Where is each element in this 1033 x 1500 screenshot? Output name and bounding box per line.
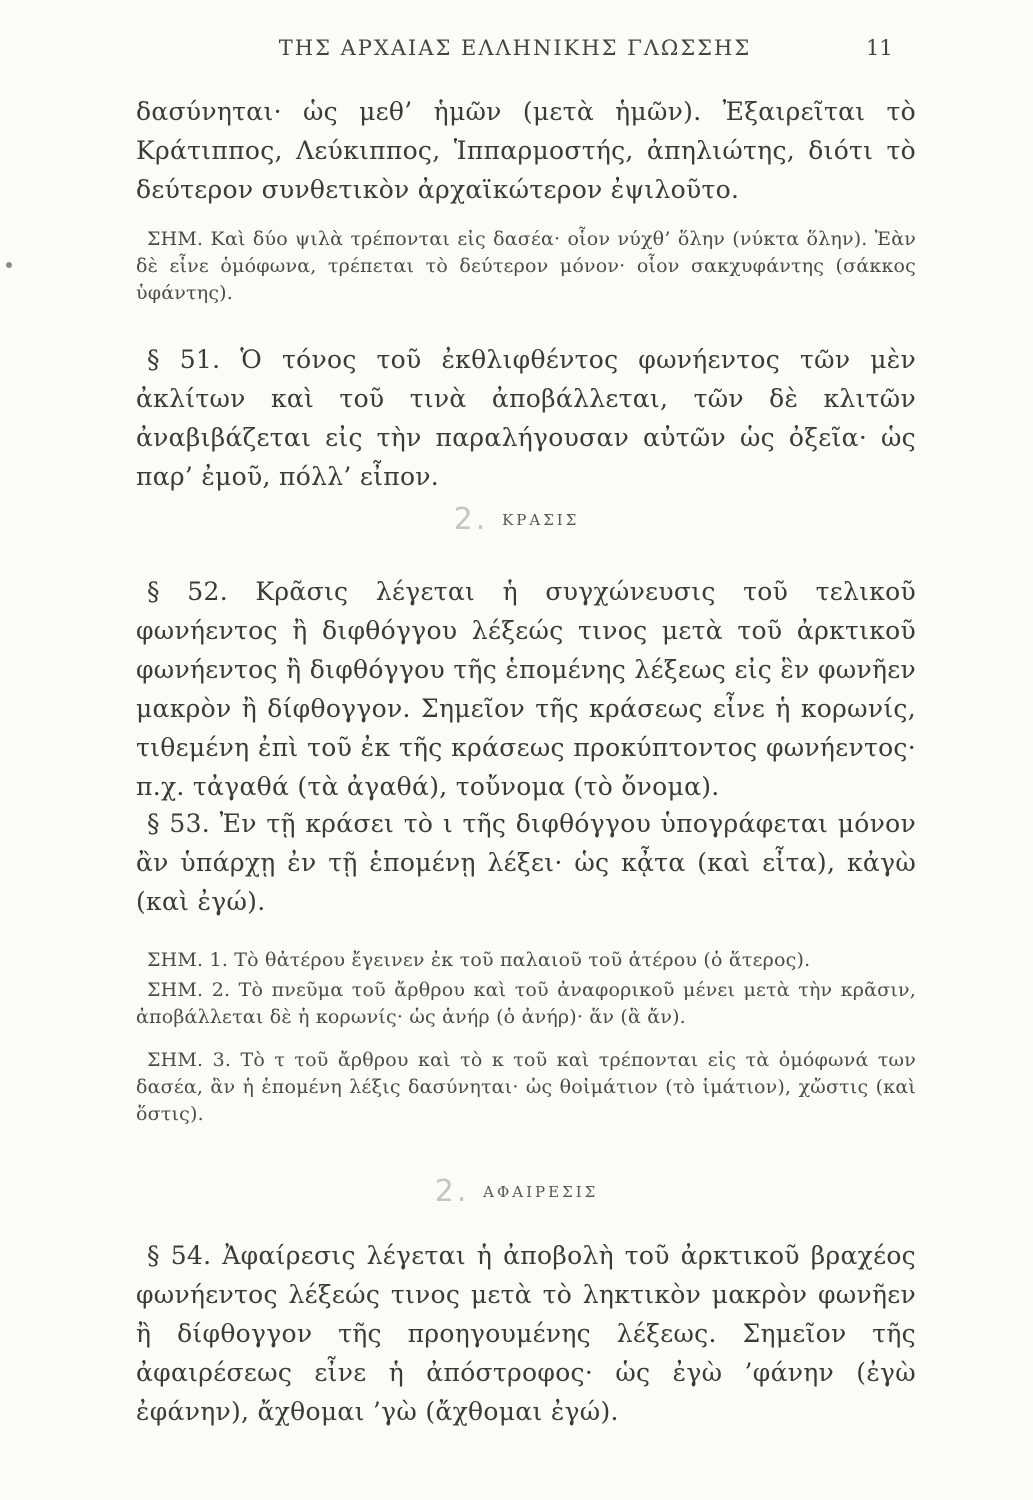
section-51: § 51. Ὁ τόνος τοῦ ἐκθλιφθέντος φωνήεντος τῶν μὲν ἀκλίτων καὶ τοῦ τινὰ ἀποβάλλεται, τῶν δὲ κλιτῶν ἀναβιβάζεται εἰς τὴν παραλήγουσαν αὐτῶν ὡς ὀξεῖα· ὡς παρ’ ἐμοῦ, πόλλ’ εἶπον.	[136, 345, 916, 491]
aphairesis-title: ΑΦΑΙΡΕΣΙΣ	[483, 1183, 599, 1201]
section-52: § 52. Κρᾶσις λέγεται ἡ συγχώνευσις τοῦ τελικοῦ φωνήεντος ἢ διφθόγγου λέξεώς τινος μετὰ τοῦ ἀρκτικοῦ φωνήεντος ἢ διφθόγγου τῆς ἑπομένης λέξεως εἰς ἓν φωνῆεν μακρὸν ἢ δίφθογγον. Σημεῖον τῆς κράσεως εἶνε ἡ κορωνίς, τιθεμένη ἐπὶ τοῦ ἐκ τῆς κράσεως προκύπτοντος φωνήεντος· π.χ. τἀγαθά (τὰ ἀγαθά), τοὔνομα (τὸ ὄνομα).	[136, 577, 916, 801]
note-53-1: ΣΗΜ. 1. Τὸ θἀτέρου ἔγεινεν ἐκ τοῦ παλαιοῦ τοῦ ἁτέρου (ὁ ἅτερος).	[147, 949, 811, 971]
aphairesis-heading	[0, 1174, 1033, 1209]
note-aspirates: ΣΗΜ. Καὶ δύο ψιλὰ τρέπονται εἰς δασέα· οἷον νύχθ’ ὅλην (νύκτα ὅλην). Ἐὰν δὲ εἶνε ὁμόφωνα, τρέπεται τὸ δεύτερον μόνον· οἷον σακχυφάντης (σάκκος ὑφάντης).	[136, 228, 916, 304]
krasis-heading	[0, 502, 1033, 537]
continued-paragraph: δασύνηται· ὡς μεθ’ ἡμῶν (μετὰ ἡμῶν). Ἐξαιρεῖται τὸ Κράτιππος, Λεύκιππος, Ἱππαρμοστής, ἀπηλιώτης, διότι τὸ δεύτερον συνθετικὸν ἀρχαϊκώτερον ἐψιλοῦτο.	[136, 97, 916, 204]
ink-mark	[6, 262, 12, 268]
section-53: § 53. Ἐν τῇ κράσει τὸ ι τῆς διφθόγγου ὑπογράφεται μόνον ἂν ὑπάρχῃ ἐν τῇ ἑπομένῃ λέξει· ὡς κᾆτα (καὶ εἶτα), κἀγὼ (καὶ ἐγώ).	[136, 809, 916, 916]
running-title: ΤΗΣ ΑΡΧΑΙΑΣ ΕΛΛΗΝΙΚΗΣ ΓΛΩΣΣΗΣ	[278, 36, 752, 60]
handwritten-number: 2.	[434, 1174, 470, 1209]
section-54: § 54. Ἀφαίρεσις λέγεται ἡ ἀποβολὴ τοῦ ἀρκτικοῦ βραχέος φωνήεντος λέξεώς τινος μετὰ τὸ ληκτικὸν μακρὸν φωνῆεν ἢ δίφθογγον τῆς προηγουμένης λέξεως. Σημεῖον τῆς ἀφαιρέσεως εἶνε ἡ ἀπόστροφος· ὡς ἐγὼ ’φάνην (ἐγὼ ἐφάνην), ἄχθομαι ’γὼ (ἄχθομαι ἐγώ).	[136, 1241, 916, 1426]
running-head	[0, 36, 1033, 66]
krasis-title: ΚΡΑΣΙΣ	[502, 511, 580, 529]
note-53-3: ΣΗΜ. 3. Τὸ τ τοῦ ἄρθρου καὶ τὸ κ τοῦ καὶ τρέπονται εἰς τὰ ὁμόφωνά των δασέα, ἂν ἡ ἑπομένη λέξις δασύνηται· ὡς θοἰμάτιον (τὸ ἱμάτιον), χὤστις (καὶ ὅστις).	[136, 1049, 916, 1125]
note-53-2: ΣΗΜ. 2. Τὸ πνεῦμα τοῦ ἄρθρου καὶ τοῦ ἀναφορικοῦ μένει μετὰ τὴν κρᾶσιν, ἀποβάλλεται δὲ ἡ κορωνίς· ὡς ἁνήρ (ὁ ἀνήρ)· ἅν (ἃ ἄν).	[136, 979, 916, 1028]
page-number: 11	[866, 36, 893, 60]
handwritten-number: 2.	[453, 502, 489, 537]
